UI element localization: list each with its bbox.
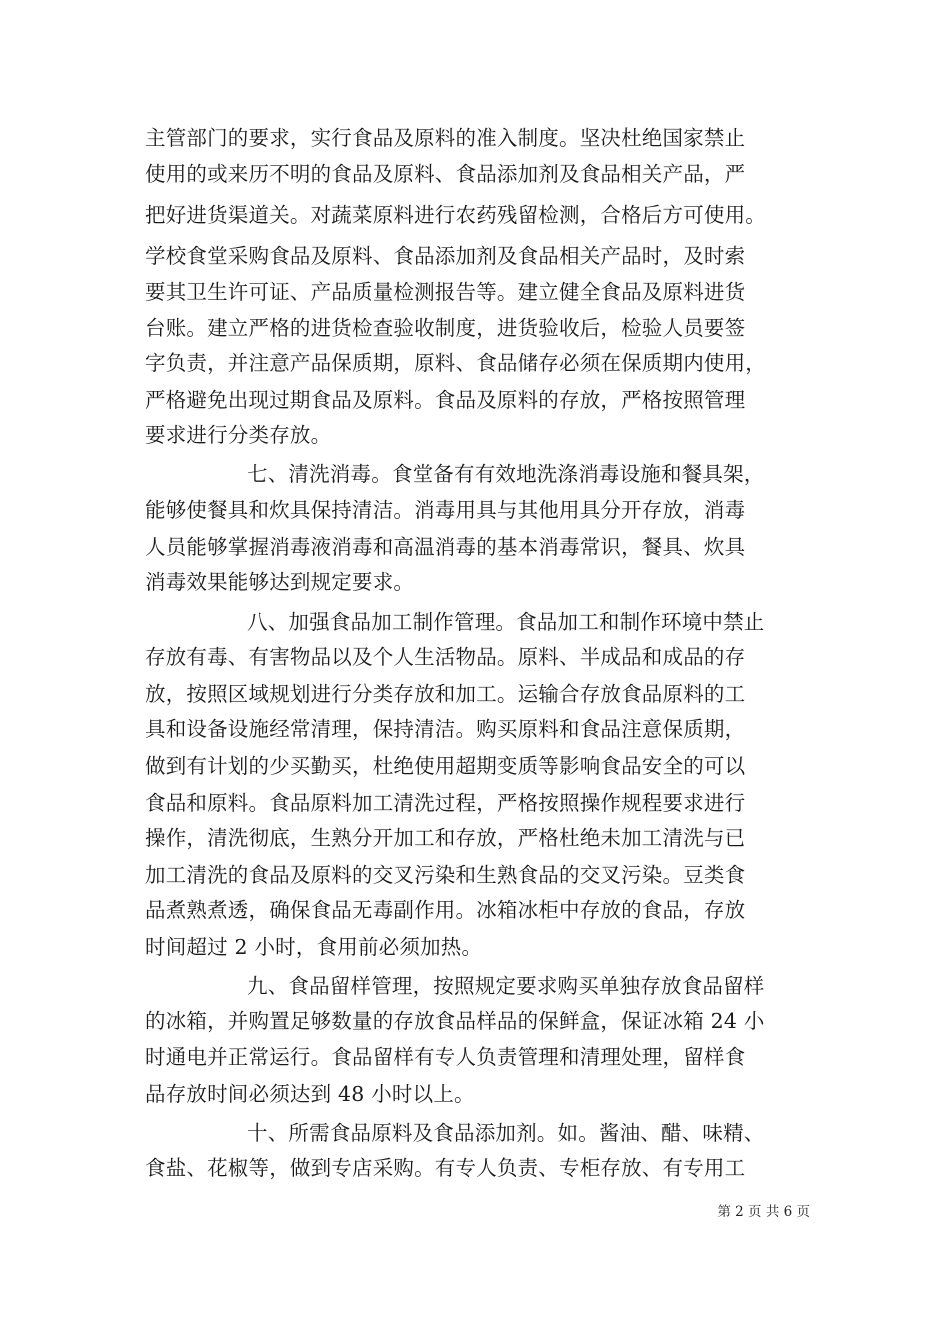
text-line: 加工清洗的食品及原料的交叉污染和生熟食品的交叉污染。豆类食 bbox=[145, 863, 746, 887]
text-line: 消毒效果能够达到规定要求。 bbox=[145, 570, 415, 594]
text-line: 台账。建立严格的进货检查验收制度，进货验收后，检验人员要签 bbox=[145, 316, 746, 340]
text-line: 操作，清洗彻底，生熟分开加工和存放，严格杜绝未加工清洗与已 bbox=[145, 826, 746, 850]
text-line: 人员能够掌握消毒液消毒和高温消毒的基本消毒常识，餐具、炊具 bbox=[145, 535, 746, 559]
text-line: 时间超过 2 小时，食用前必须加热。 bbox=[145, 935, 483, 959]
text-line: 使用的或来历不明的食品及原料、食品添加剂及食品相关产品，严 bbox=[145, 162, 746, 186]
text-line: 时通电并正常运行。食品留样有专人负责管理和清理处理，留样食 bbox=[145, 1045, 746, 1069]
text-line: 严格避免出现过期食品及原料。食品及原料的存放，严格按照管理 bbox=[145, 388, 746, 412]
text-line: 主管部门的要求，实行食品及原料的准入制度。坚决杜绝国家禁止 bbox=[145, 126, 746, 150]
text-line: 学校食堂采购食品及原料、食品添加剂及食品相关产品时，及时索 bbox=[145, 244, 746, 268]
text-line: 要求进行分类存放。 bbox=[145, 423, 332, 447]
text-line: 食品和原料。食品原料加工清洗过程，严格按照操作规程要求进行 bbox=[145, 791, 746, 815]
text-line: 放，按照区域规划进行分类存放和加工。运输合存放食品原料的工 bbox=[145, 682, 746, 706]
text-line: 要其卫生许可证、产品质量检测报告等。建立健全食品及原料进货 bbox=[145, 280, 746, 304]
text-line: 十、所需食品原料及食品添加剂。如。酱油、醋、味精、 bbox=[247, 1121, 765, 1145]
text-line: 食盐、花椒等，做到专店采购。有专人负责、专柜存放、有专用工 bbox=[145, 1156, 746, 1180]
text-line: 存放有毒、有害物品以及个人生活物品。原料、半成品和成品的存 bbox=[145, 645, 746, 669]
page-number-footer: 第 2 页 共 6 页 bbox=[717, 1204, 810, 1220]
text-line: 做到有计划的少买勤买，杜绝使用超期变质等影响食品安全的可以 bbox=[145, 754, 746, 778]
text-line: 八、加强食品加工制作管理。食品加工和制作环境中禁止 bbox=[247, 610, 765, 634]
text-line: 的冰箱，并购置足够数量的存放食品样品的保鲜盒，保证冰箱 24 小 bbox=[145, 1009, 765, 1033]
text-line: 七、清洗消毒。食堂备有有效地洗涤消毒设施和餐具架， bbox=[247, 462, 765, 486]
text-line: 品煮熟煮透，确保食品无毒副作用。冰箱冰柜中存放的食品，存放 bbox=[145, 898, 746, 922]
text-line: 把好进货渠道关。对蔬菜原料进行农药残留检测，合格后方可使用。 bbox=[145, 203, 766, 227]
text-line: 字负责，并注意产品保质期，原料、食品储存必须在保质期内使用， bbox=[145, 351, 766, 375]
text-line: 能够使餐具和炊具保持清洁。消毒用具与其他用具分开存放，消毒 bbox=[145, 498, 746, 522]
text-line: 具和设备设施经常清理，保持清洁。购买原料和食品注意保质期， bbox=[145, 717, 746, 741]
text-line: 品存放时间必须达到 48 小时以上。 bbox=[145, 1082, 475, 1106]
text-line: 九、食品留样管理，按照规定要求购买单独存放食品留样 bbox=[247, 974, 765, 998]
